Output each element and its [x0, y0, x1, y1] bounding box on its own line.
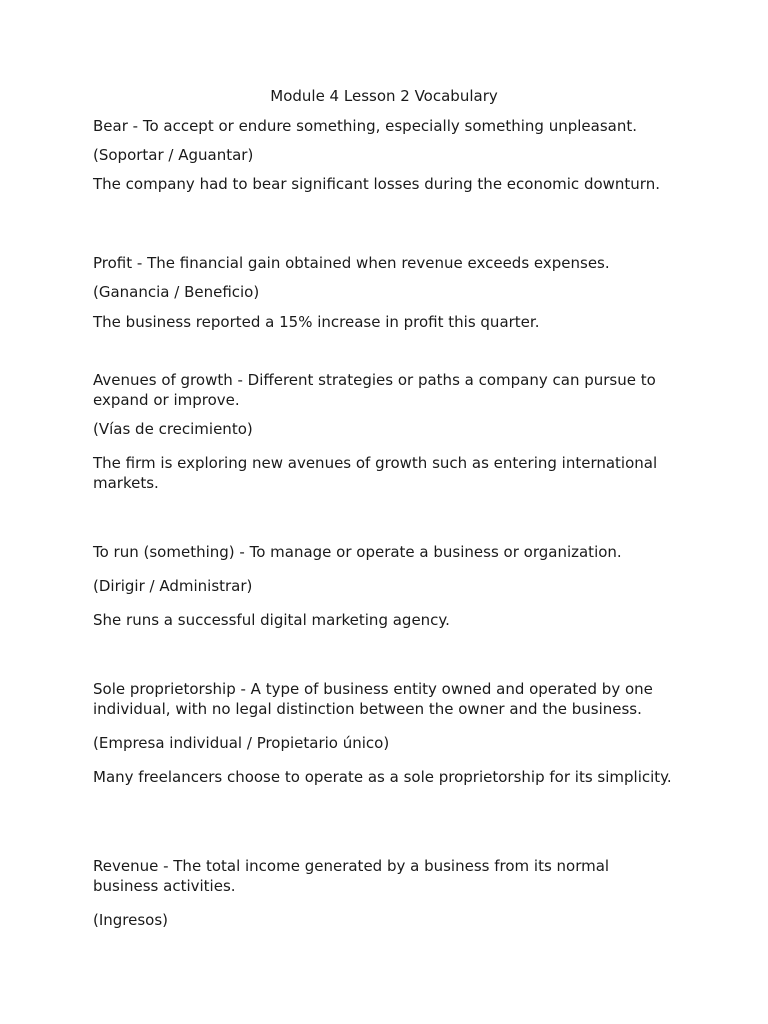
- entry-run-example: She runs a successful digital marketing agency.: [93, 611, 450, 629]
- entry-run-definition: To run (something) - To manage or operate a business or organization.: [93, 543, 622, 561]
- entry-profit-example: The business reported a 15% increase in profit this quarter.: [93, 313, 540, 331]
- entry-revenue-definition: Revenue - The total income generated by a business from its normal business activities.: [93, 857, 610, 895]
- entry-sole-proprietorship-example: Many freelancers choose to operate as a sole proprietorship for its simplicity.: [93, 768, 672, 786]
- entry-profit-translation: (Ganancia / Beneficio): [93, 283, 260, 301]
- entry-avenues-translation: (Vías de crecimiento): [93, 420, 253, 438]
- entry-sole-proprietorship-definition: Sole proprietorship - A type of business entity owned and operated by one individual, with no legal distinction between the owner and the business.: [93, 680, 653, 718]
- entry-revenue-translation: (Ingresos): [93, 911, 169, 929]
- entry-run-translation: (Dirigir / Administrar): [93, 577, 253, 595]
- document-title: Module 4 Lesson 2 Vocabulary: [270, 87, 498, 105]
- entry-avenues-example: The firm is exploring new avenues of growth such as entering international markets.: [93, 454, 658, 492]
- entry-avenues-definition: Avenues of growth - Different strategies or paths a company can pursue to expand or improve.: [93, 371, 656, 409]
- entry-bear-definition: Bear - To accept or endure something, especially something unpleasant.: [93, 117, 637, 135]
- entry-profit-definition: Profit - The financial gain obtained when revenue exceeds expenses.: [93, 254, 610, 272]
- entry-sole-proprietorship-translation: (Empresa individual / Propietario único): [93, 734, 390, 752]
- entry-bear-translation: (Soportar / Aguantar): [93, 146, 254, 164]
- entry-bear-example: The company had to bear significant losses during the economic downturn.: [93, 175, 660, 193]
